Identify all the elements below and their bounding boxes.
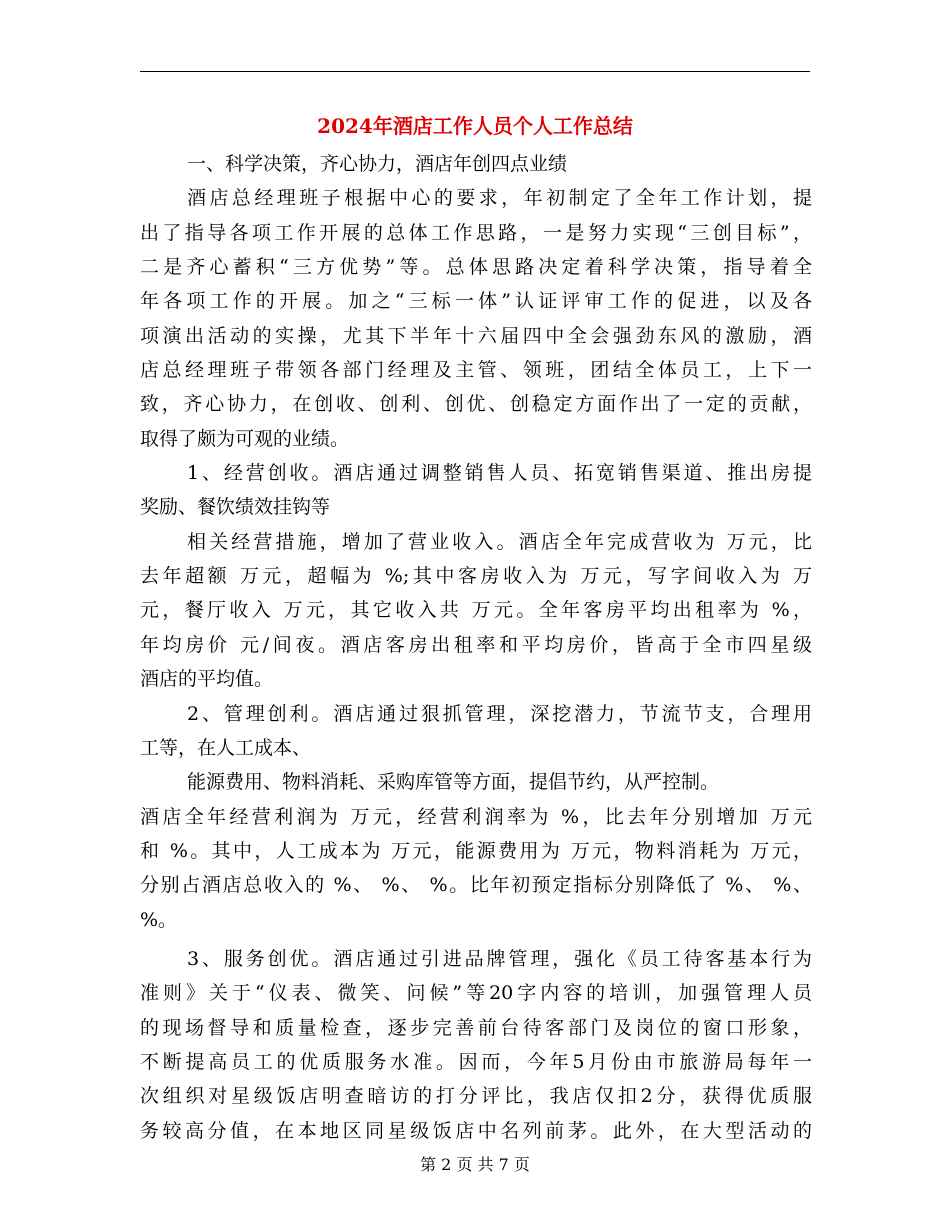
paragraph-line: 二是齐心蓄积“三方优势”等。总体思路决定着科学决策，指导着全: [140, 256, 812, 279]
paragraph-line: 次组织对星级饭店明查暗访的打分评比，我店仅扣2分，获得优质服: [140, 1085, 812, 1108]
paragraph-line: 出了指导各项工作开展的总体工作思路，一是努力实现“三创目标”，: [140, 221, 812, 244]
paragraph-line: 酒店全年经营利润为 万元，经营利润率为 %，比去年分别增加 万元: [140, 805, 812, 828]
paragraph-line: 分别占酒店总收入的 %、 %、 %。比年初预定指标分别降低了 %、 %、: [140, 874, 812, 897]
paragraph-line: 取得了颇为可观的业绩。: [140, 427, 350, 450]
paragraph-line: 的现场督导和质量检查，逐步完善前台待客部门及岗位的窗口形象，: [140, 1016, 812, 1039]
document-title: 2024年酒店工作人员个人工作总结: [317, 114, 633, 138]
paragraph-line: 年均房价 元/间夜。酒店客房出租率和平均房价，皆高于全市四星级: [140, 633, 812, 656]
paragraph-line: 工等，在人工成本、: [140, 736, 312, 759]
paragraph-line: %。: [140, 908, 178, 931]
paragraph-line: 元，餐厅收入 万元，其它收入共 万元。全年客房平均出租率为 %，: [140, 599, 812, 622]
paragraph-line: 相关经营措施，增加了营业收入。酒店全年完成营收为 万元，比: [187, 530, 812, 553]
paragraph-line: 致，齐心协力，在创收、创利、创优、创稳定方面作出了一定的贡献，: [140, 393, 812, 416]
paragraph-line: 去年超额 万元，超幅为 %;其中客房收入为 万元，写字间收入为 万: [140, 565, 812, 588]
paragraph-line: 3、服务创优。酒店通过引进品牌管理，强化《员工待客基本行为: [187, 947, 812, 970]
paragraph-line: 和 %。其中，人工成本为 万元，能源费用为 万元，物料消耗为 万元，: [140, 839, 812, 862]
paragraph-line: 2、管理创利。酒店通过狠抓管理，深挖潜力，节流节支，合理用: [187, 702, 812, 725]
page-number: 第 2 页 共 7 页: [420, 1155, 530, 1174]
paragraph-line: 奖励、餐饮绩效挂钩等: [140, 496, 331, 519]
paragraph-line: 务较高分值，在本地区同星级饭店中名列前茅。此外，在大型活动的: [140, 1119, 812, 1142]
paragraph-line: 不断提高员工的优质服务水准。因而，今年5月份由市旅游局每年一: [140, 1050, 812, 1073]
paragraph-line: 酒店的平均值。: [140, 668, 274, 691]
paragraph-line: 酒店总经理班子根据中心的要求，年初制定了全年工作计划，提: [187, 187, 812, 210]
paragraph-line: 年各项工作的开展。加之“三标一体”认证评审工作的促进，以及各: [140, 290, 812, 313]
paragraph-line: 能源费用、物料消耗、采购库管等方面，提倡节约，从严控制。: [187, 771, 720, 794]
document-body: [140, 147, 812, 1148]
section-heading: 一、科学决策，齐心协力，酒店年创四点业绩: [187, 153, 568, 175]
paragraph-line: 店总经理班子带领各部门经理及主管、领班，团结全体员工，上下一: [140, 359, 812, 382]
header-rule: [140, 71, 810, 72]
paragraph-line: 1、经营创收。酒店通过调整销售人员、拓宽销售渠道、推出房提: [187, 462, 812, 485]
paragraph-line: 项演出活动的实操，尤其下半年十六届四中全会强劲东风的激励，酒: [140, 324, 812, 347]
paragraph-line: 准则》关于“仪表、微笑、问候”等20字内容的培训，加强管理人员: [140, 982, 812, 1005]
